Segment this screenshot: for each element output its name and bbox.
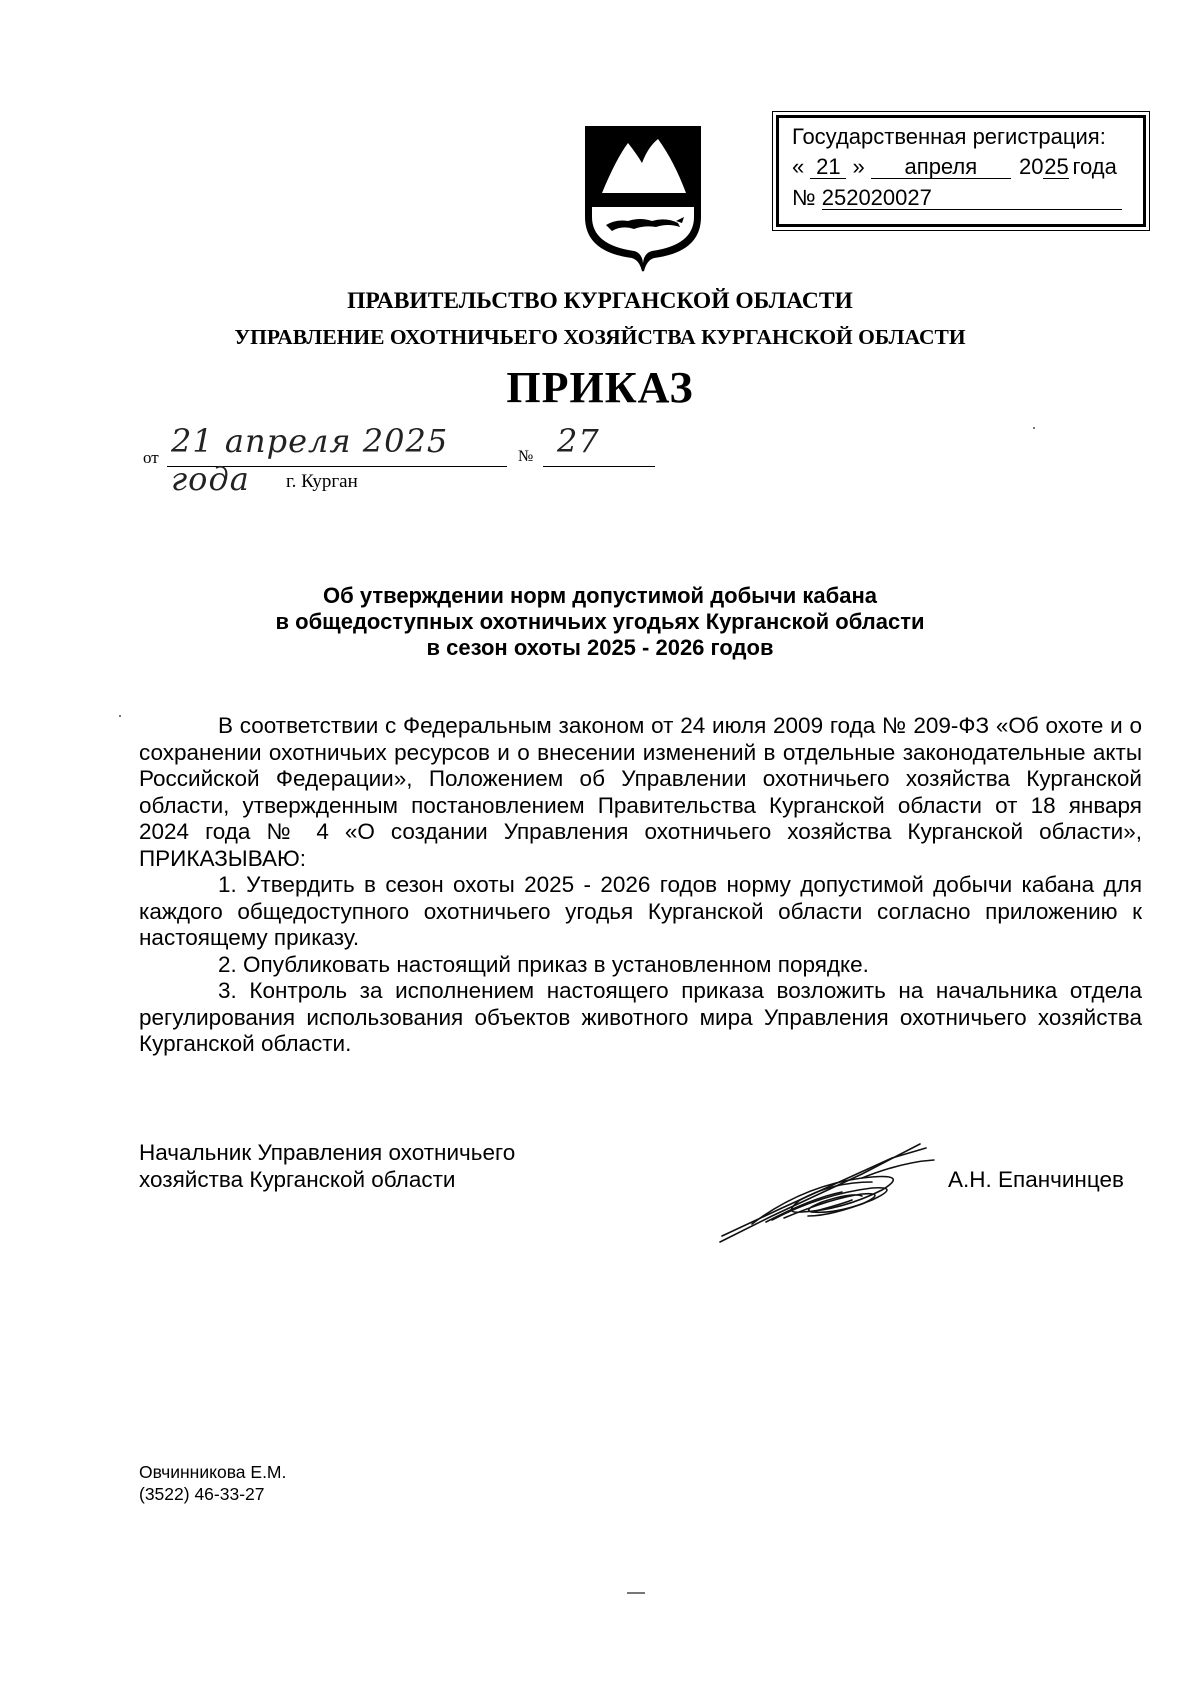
scan-speck: [119, 715, 121, 717]
order-item-1: 1. Утвердить в сезон охоты 2025 - 2026 годов норму допустимой добычи кабана для каждого общедоступного охотничьего угодья Курганской области согласно приложению к настоящему приказу.: [139, 872, 1142, 950]
registration-number-value: 252020027: [822, 187, 1122, 210]
registration-stamp: [776, 115, 1146, 227]
order-body: [139, 713, 1142, 1058]
registration-number: № 252020027: [792, 185, 1122, 211]
title-line: в общедоступных охотничьих угодьях Курганской области: [275, 609, 925, 634]
order-item-3: 3. Контроль за исполнением настоящего приказа возложить на начальника отдела регулирования использования объектов животного мира Управления охотничьего хозяйства Курганской области.: [139, 978, 1142, 1056]
signer-position: Начальник Управления охотничьего хозяйства Курганской области: [139, 1140, 516, 1192]
order-date-handwritten: 21 апреля 2025 года: [171, 422, 449, 498]
signer-name: А.Н. Епанчинцев: [948, 1167, 1124, 1192]
title-line: Об утверждении норм допустимой добычи кабана: [323, 583, 877, 608]
executor-name: Овчинникова Е.М.: [139, 1462, 287, 1482]
registration-year: 25: [1044, 154, 1069, 179]
preamble-paragraph: В соответствии с Федеральным законом от 24 июля 2009 года № 209-ФЗ «Об охоте и о сохранении охотничьих ресурсов и о внесении изменений в отдельные законодательные акты Российской Федерации», Положением об Управлении охотничьего хозяйства Курганской области, утвержденным постановлением Правительства Курганской области от 18 января 2024 года № 4 «О создании Управления охотничьего хозяйства Курганской области», ПРИКАЗЫВАЮ:: [139, 713, 1142, 871]
handwritten-signature: [712, 1138, 942, 1248]
order-title: [0, 583, 1200, 661]
city: г. Курган: [286, 471, 358, 492]
registration-month: апреля: [871, 156, 1011, 179]
executor-phone: (3522) 46-33-27: [139, 1484, 265, 1504]
title-line: в сезон охоты 2025 - 2026 годов: [426, 635, 774, 660]
scan-speck: [627, 1592, 645, 1594]
scan-speck: [1033, 427, 1035, 429]
from-label: от: [143, 448, 159, 467]
coat-of-arms-icon: [582, 125, 704, 273]
order-number-handwritten: 27: [557, 422, 600, 460]
registration-date: « 21 » апреля 2025 года: [792, 154, 1117, 179]
registration-heading: Государственная регистрация:: [792, 124, 1106, 149]
order-number-field: [543, 422, 655, 467]
government-name: ПРАВИТЕЛЬСТВО КУРГАНСКОЙ ОБЛАСТИ: [347, 288, 853, 314]
executor-info: [139, 1461, 286, 1505]
order-number-label: №: [518, 448, 534, 465]
department-name: УПРАВЛЕНИЕ ОХОТНИЧЬЕГО ХОЗЯЙСТВА КУРГАНСКОЙ ОБЛАСТИ: [234, 325, 966, 349]
registration-day: 21: [810, 156, 846, 179]
document-type: ПРИКАЗ: [506, 363, 694, 412]
order-item-2: 2. Опубликовать настоящий приказ в установленном порядке.: [218, 951, 869, 977]
